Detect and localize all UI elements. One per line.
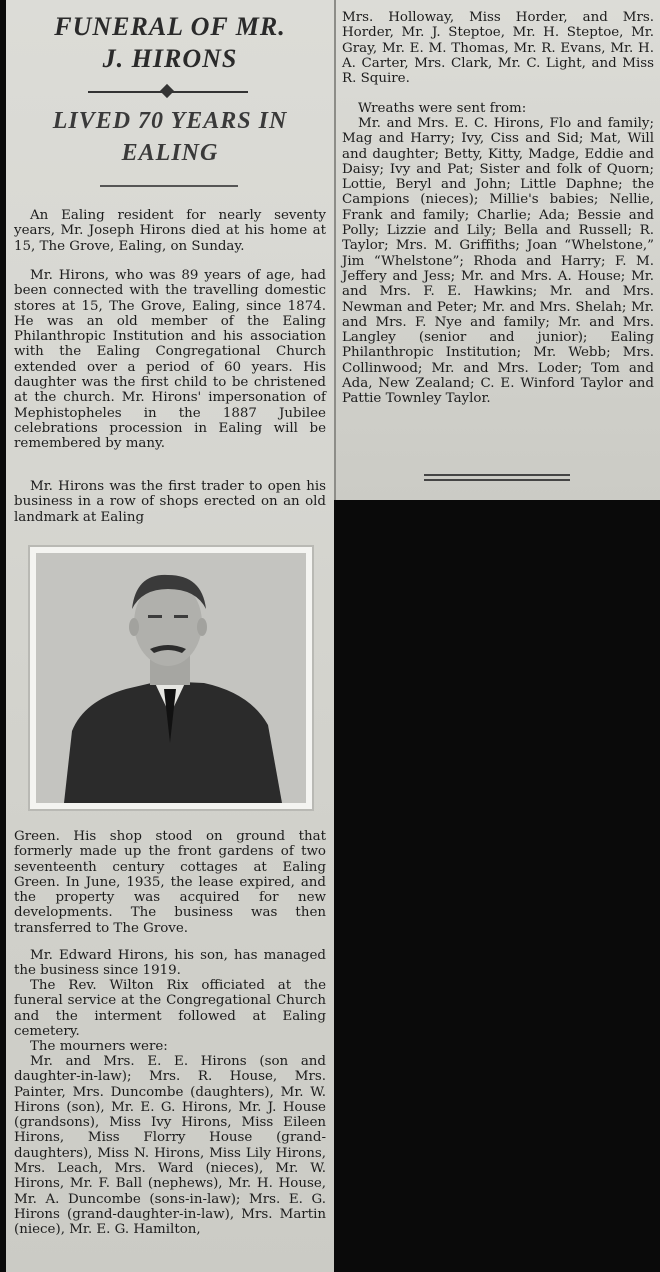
headline-line-1: FUNERAL OF MR. bbox=[54, 12, 286, 41]
paragraph-service: The Rev. Wilton Rix officiated at the funeral service at the Congregational Church and the interment followed at Ealing cemetery. bbox=[14, 978, 326, 1039]
headline-line-2: J. HIRONS bbox=[102, 44, 238, 73]
end-rule-bottom bbox=[424, 479, 570, 481]
subheadline-line-2: EALING bbox=[121, 140, 219, 166]
paragraph-background: Mr. Hirons, who was 89 years of age, had been connected with the travelling domestic stores at 15, The Grove, Ealing, since 1874. He was an old member of the Ealing Philanthropic Institution and his association with the Ealing Congregational Church extended over a period of 60 years. His daughter was the first child to be christened at the church. Mr. Hirons' impersonation of Mephistopheles in the 1887 Jubilee celebrations procession in Ealing will be remembered by many. bbox=[14, 268, 326, 452]
subheadline-line-1: LIVED 70 YEARS IN bbox=[52, 108, 288, 134]
paragraph-mourners-list: Mr. and Mrs. E. E. Hirons (son and daughter-in-law); Mrs. R. House, Mrs. Painter, Mrs. Duncombe (daughters), Mr. W. Hirons (son), Mr. E. G. Hirons, Mr. J. House (grandsons), Miss Ivy Hirons, Miss Eileen Hirons, Miss Florry House (grand-daughters), Miss N. Hirons, Miss Lily Hirons, Mrs. Leach, Mrs. Ward (nieces), Mr. W. Hirons, Mr. F. Ball (nephews), Mr. H. House, Mr. A. Duncombe (sons-in-law); Mrs. E. G. Hirons (grand-daughter-in-law), Mrs. Martin (niece), Mr. E. G. Hamilton, bbox=[14, 1054, 326, 1238]
end-rule-top bbox=[424, 474, 570, 476]
paragraph-mourners-continued: Mrs. Holloway, Miss Horder, and Mrs. Horder, Mr. J. Steptoe, Mr. H. Steptoe, Mr. Gray, Mr. E. M. Thomas, Mr. R. Evans, Mr. H. A. Carter, Mrs. Clark, Mr. C. Light, and Miss R. Squire. bbox=[342, 10, 654, 87]
paragraph-mourners-heading: The mourners were: bbox=[30, 1039, 168, 1054]
portrait-illustration bbox=[36, 553, 306, 803]
portrait-photo bbox=[36, 553, 306, 803]
paragraph-wreaths-list: Mr. and Mrs. E. C. Hirons, Flo and family; Mag and Harry; Ivy, Ciss and Sid; Mat, Will and daughter; Betty, Kitty, Madge, Eddie and Daisy; Ivy and Pat; Sister and folk of Quorn; Lottie, Beryl and John; Little Daphne; the Campions (nieces); Millie's babies; Nellie, Frank and family; Charlie; Ada; Bessie and Polly; Lizzie and Lily; Bella and Russell; R. Taylor; Mrs. M. Griffiths; Joan “Whelstone,” Jim “Whelstone”; Rhoda and Harry; F. M. Jeffery and Jess; Mr. and Mrs. A. House; Mr. and Mrs. F. E. Hawkins; Mr. and Mrs. Newman and Peter; Mr. and Mrs. Shelah; Mr. and Mrs. F. Nye and family; Mr. and Mrs. Langley (senior and junior); Ealing Philanthropic Institution; Mr. Webb; Mrs. Collinwood; Mr. and Mrs. Loder; Tom and Ada, New Zealand; C. E. Winford Taylor and Pattie Townley Taylor. bbox=[342, 116, 654, 407]
paragraph-intro: An Ealing resident for nearly seventy years, Mr. Joseph Hirons died at his home at 15, The Grove, Ealing, on Sunday. bbox=[14, 208, 326, 254]
paragraph-shop-history: Green. His shop stood on ground that formerly made up the front gardens of two seventeenth century cottages at Ealing Green. In June, 1935, the lease expired, and the property was acquired for new developments. The business was then transferred to The Grove. bbox=[14, 829, 326, 936]
paragraph-first-trader: Mr. Hirons was the first trader to open his business in a row of shops erected on an old landmark at Ealing bbox=[14, 479, 326, 525]
headline-ornament bbox=[88, 89, 248, 95]
portrait-photo-frame bbox=[28, 545, 314, 811]
paragraph-son: Mr. Edward Hirons, his son, has managed the business since 1919. bbox=[14, 948, 326, 979]
headline-rule bbox=[100, 185, 238, 187]
column-rule bbox=[334, 0, 336, 500]
paragraph-wreaths-heading: Wreaths were sent from: bbox=[358, 101, 527, 116]
